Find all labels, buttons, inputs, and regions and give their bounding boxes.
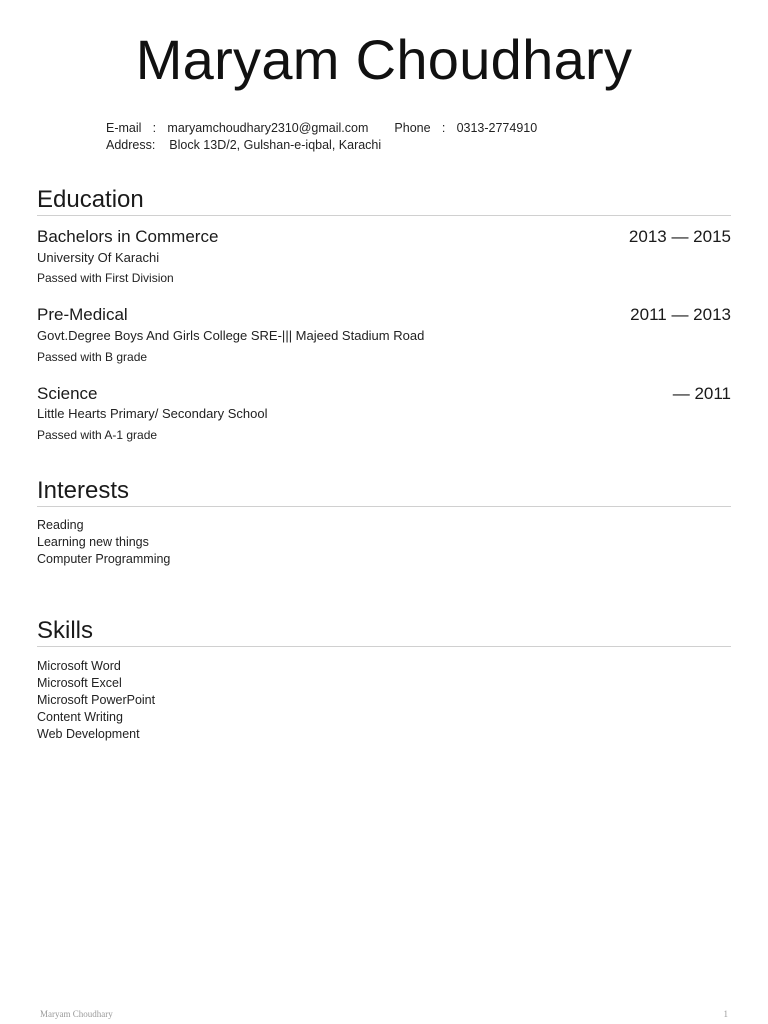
degree-title: Bachelors in Commerce [37, 227, 219, 246]
education-entry-degree [37, 305, 731, 325]
list-item: Microsoft PowerPoint [37, 693, 156, 707]
education-entry-degree [37, 227, 731, 247]
degree-dates: 2013 — 2015 [628, 227, 731, 246]
email-label: E-mail [106, 121, 142, 135]
institution-name: Little Hearts Primary/ Secondary School [37, 406, 268, 421]
list-item: Reading [37, 518, 84, 532]
phone-separator: : [441, 121, 446, 135]
resume-name: Maryam Choudhary [135, 28, 633, 91]
contact-row-address [106, 137, 537, 154]
email-value[interactable]: maryamchoudhary2310@gmail.com [167, 121, 369, 135]
list-item: Learning new things [37, 535, 149, 549]
interests-list [37, 517, 170, 568]
email-separator: : [152, 121, 157, 135]
institution-name: University Of Karachi [37, 250, 160, 265]
skills-heading: Skills [37, 617, 731, 647]
list-item: Microsoft Excel [37, 676, 122, 690]
result-note: Passed with A-1 grade [37, 428, 158, 442]
list-item: Content Writing [37, 710, 123, 724]
phone-label: Phone [394, 121, 431, 135]
result-note: Passed with B grade [37, 350, 148, 364]
list-item: Computer Programming [37, 552, 171, 566]
degree-title: Science [37, 384, 98, 403]
skills-list [37, 658, 155, 743]
interests-heading: Interests [37, 477, 731, 507]
result-note: Passed with First Division [37, 271, 174, 285]
address-value: Block 13D/2, Gulshan-e-iqbal, Karachi [169, 138, 382, 152]
degree-dates: — 2011 [672, 384, 731, 403]
list-item: Web Development [37, 727, 140, 741]
institution-name: Govt.Degree Boys And Girls College SRE-||| Majeed Stadium Road [37, 328, 425, 343]
contact-block [106, 120, 537, 154]
page-number: 1 [723, 1009, 728, 1019]
address-label: Address: [106, 138, 156, 152]
degree-dates: 2011 — 2013 [630, 305, 731, 324]
footer-name: Maryam Choudhary [40, 1009, 113, 1019]
education-entry-degree [37, 384, 731, 404]
contact-row-email-phone [106, 120, 537, 137]
education-heading: Education [37, 186, 731, 216]
list-item: Microsoft Word [37, 659, 121, 673]
degree-title: Pre-Medical [37, 305, 128, 324]
phone-value: 0313-2774910 [456, 121, 538, 135]
